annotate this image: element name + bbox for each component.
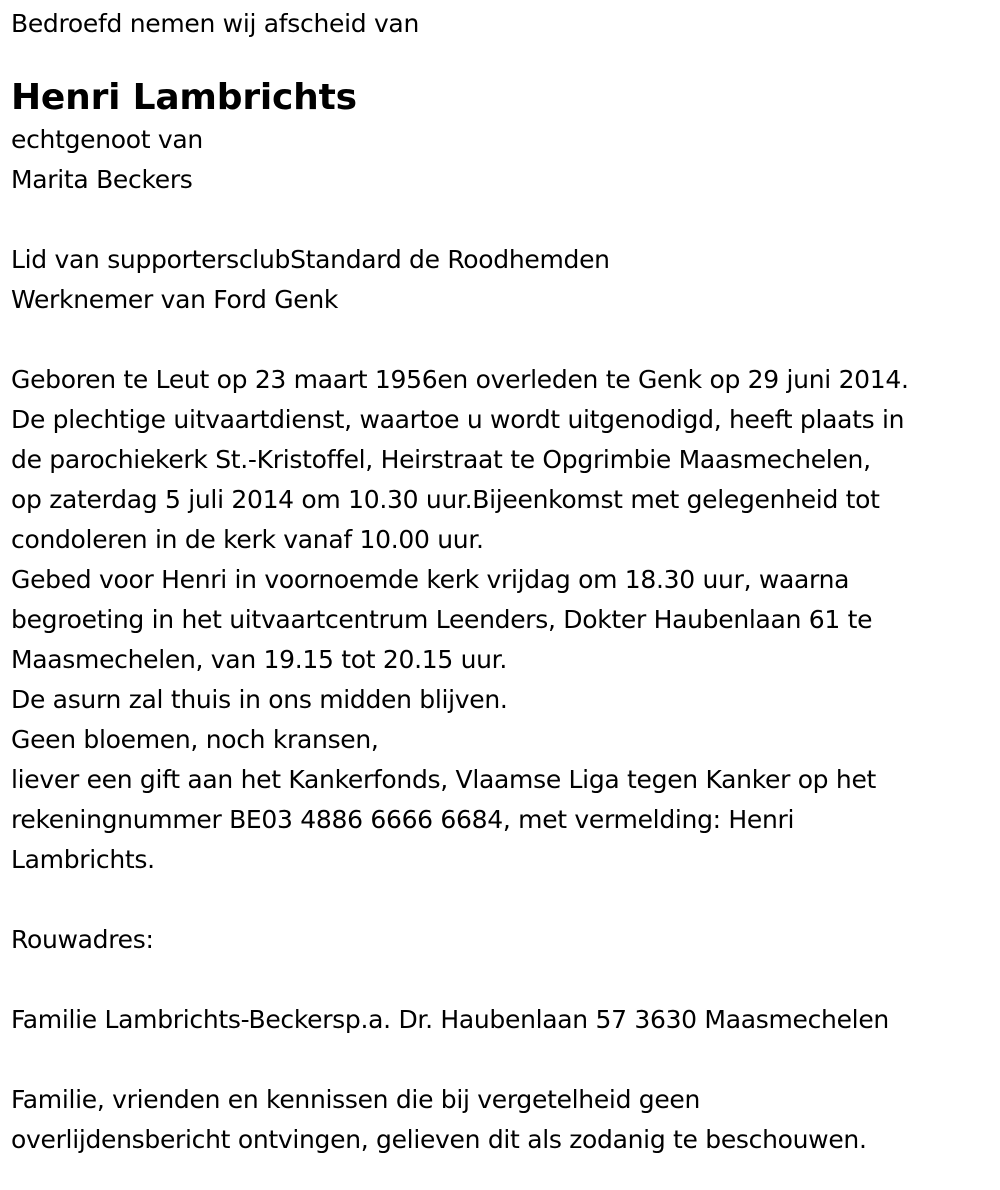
closing-line: overlijdensbericht ontvingen, gelieven dit als zodanig te beschouwen.	[11, 1125, 867, 1154]
obituary-body	[11, 360, 996, 880]
employment-line: Werknemer van Ford Genk	[11, 285, 339, 314]
body-line: Lambrichts.	[11, 845, 155, 874]
mourning-address: Familie Lambrichts-Beckersp.a. Dr. Haubenlaan 57 3630 Maasmechelen	[11, 1005, 889, 1034]
body-line: begroeting in het uitvaartcentrum Leenders, Dokter Haubenlaan 61 te	[11, 605, 873, 634]
spacer	[11, 1040, 996, 1080]
intro-text: Bedroefd nemen wij afscheid van	[11, 9, 419, 38]
address-label: Rouwadres:	[11, 925, 154, 954]
spacer	[11, 880, 996, 920]
spouse-label: echtgenoot van	[11, 125, 203, 154]
closing-note	[11, 1080, 996, 1160]
body-line: Geboren te Leut op 23 maart 1956en overleden te Genk op 29 juni 2014.	[11, 365, 909, 394]
spacer	[11, 200, 996, 240]
body-line: rekeningnummer BE03 4886 6666 6684, met vermelding: Henri	[11, 805, 795, 834]
body-line: condoleren in de kerk vanaf 10.00 uur.	[11, 525, 484, 554]
deceased-name: Henri Lambrichts	[11, 77, 357, 118]
body-line: De plechtige uitvaartdienst, waartoe u wordt uitgenodigd, heeft plaats in	[11, 405, 905, 434]
spacer	[11, 960, 996, 1000]
membership-line: Lid van supportersclubStandard de Roodhemden	[11, 245, 610, 274]
closing-line: Familie, vrienden en kennissen die bij vergetelheid geen	[11, 1085, 701, 1114]
body-line: De asurn zal thuis in ons midden blijven.	[11, 685, 508, 714]
spacer	[11, 44, 996, 76]
spouse-name: Marita Beckers	[11, 165, 193, 194]
body-line: Geen bloemen, noch kransen,	[11, 725, 379, 754]
body-line: op zaterdag 5 juli 2014 om 10.30 uur.Bijeenkomst met gelegenheid tot	[11, 485, 880, 514]
spacer	[11, 320, 996, 360]
body-line: Maasmechelen, van 19.15 tot 20.15 uur.	[11, 645, 508, 674]
obituary-document	[11, 4, 996, 1160]
body-line: liever een gift aan het Kankerfonds, Vlaamse Liga tegen Kanker op het	[11, 765, 877, 794]
body-line: de parochiekerk St.-Kristoffel, Heirstraat te Opgrimbie Maasmechelen,	[11, 445, 871, 474]
body-line: Gebed voor Henri in voornoemde kerk vrijdag om 18.30 uur, waarna	[11, 565, 850, 594]
